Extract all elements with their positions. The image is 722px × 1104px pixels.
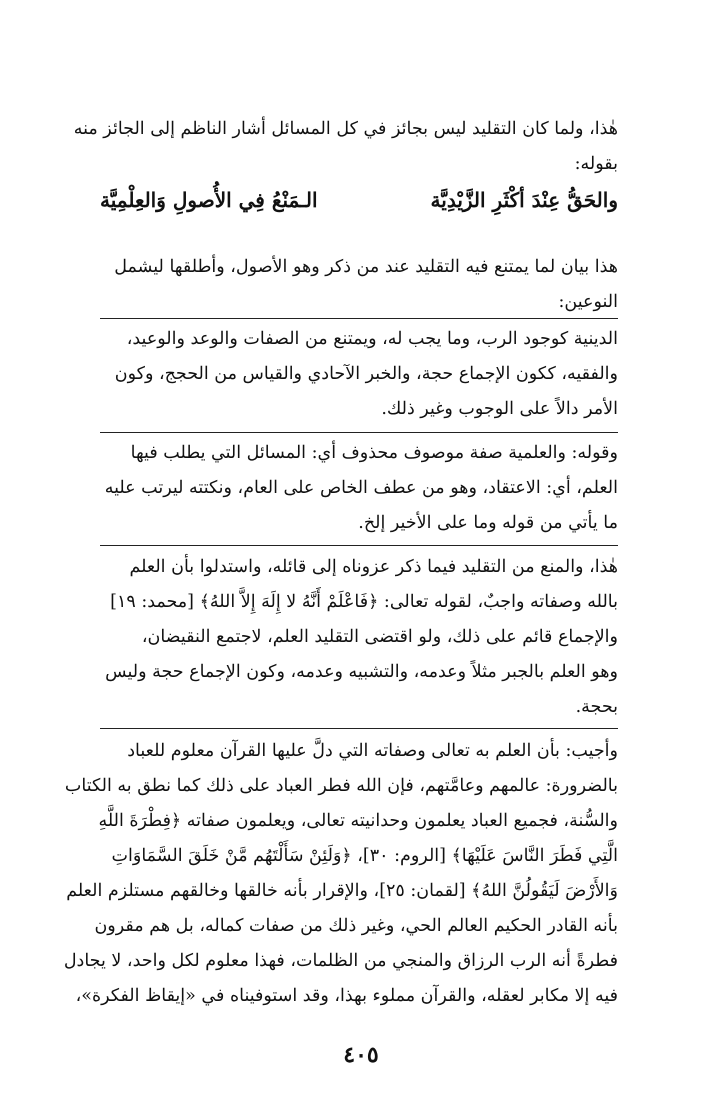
text-line: بالله وصفاته واجبٌ، لقوله تعالى: ﴿فَاعْلَمْ أَنَّهُ لا إِلَهَ إِلاَّ اللهُ﴾ [محمد: ١٩] <box>110 592 618 612</box>
text-line: هٰذا، ولما كان التقليد ليس بجائز في كل المسائل أشار الناظم إلى الجائز منه <box>73 119 618 139</box>
text-line: هٰذا، والمنع من التقليد فيما ذكر عزوناه إلى قائله، واستدلوا بأن العلم <box>129 557 618 577</box>
text-line: هذا بيان لما يمتنع فيه التقليد عند من ذكر وهو الأصول، وأطلقها ليشمل <box>114 257 618 277</box>
text-line: والسُّنة، فجميع العباد يعلمون وحدانيته تعالى، ويعلمون صفاته ﴿فِطْرَةَ اللَّهِ <box>98 811 618 831</box>
text-line: والإجماع قائم على ذلك، ولو اقتضى التقليد العلم، لاجتمع النقيضان، <box>141 627 618 647</box>
text-line: بحجة. <box>575 697 618 717</box>
text-line: الأمر دالاً على الوجوب وغير ذلك. <box>381 399 618 419</box>
text-line: الدينية كوجود الرب، وما يجب له، ويمتنع من الصفات والوعد والوعيد، <box>126 329 618 349</box>
paragraph-intro <box>73 112 618 182</box>
section-divider <box>100 728 618 729</box>
text-line: بقوله: <box>574 154 618 174</box>
text-line: الَّتِي فَطَرَ النَّاسَ عَلَيْهَا﴾ [الروم: ٣٠]، ﴿وَلَئِنْ سَأَلْتَهُم مَّنْ خَلَقَ السَّمَاوَاتِ <box>111 846 618 866</box>
verse-second-hemistich: الـمَنْعُ فِي الأُصولِ وَالعِلْمِيَّة <box>100 188 318 212</box>
poem-verse <box>100 188 618 228</box>
section-divider <box>100 318 618 319</box>
text-line: فيه إلا مكابر لعقله، والقرآن مملوء بهذا، وقد استوفيناه في «إيقاظ الفكرة»، <box>75 986 618 1006</box>
text-line: النوعين: <box>558 292 618 312</box>
section-divider <box>100 545 618 546</box>
text-line: فطرةً أنه الرب الرزاق والمنجي من الظلمات، فهذا معلوم لكل واحد، لا يجادل <box>63 951 618 971</box>
paragraph-types <box>100 322 618 427</box>
paragraph-explanation <box>100 250 618 320</box>
text-line: وقوله: والعلمية صفة موصوف محذوف أي: المسائل التي يطلب فيها <box>130 443 618 463</box>
text-line: وَالأَرْضَ لَيَقُولُنَّ اللهُ﴾ [لقمان: ٢٥]، والإقرار بأنه خالقها وخالقهم مستلزم العلم <box>66 881 618 901</box>
paragraph-answer <box>63 734 618 1014</box>
page-number: ٤٠٥ <box>343 1042 379 1068</box>
verse-first-hemistich: والحَقُّ عِنْدَ أكْثَرِ الزَّيْدِيَّة <box>430 188 618 212</box>
text-line: وأجيب: بأن العلم به تعالى وصفاته التي دلَّ عليها القرآن معلوم للعباد <box>127 741 618 761</box>
section-divider <box>100 432 618 433</box>
text-line: والفقيه، ككون الإجماع حجة، والخبر الآحادي والقياس من الحجج، وكون <box>114 364 618 384</box>
paragraph-scientific <box>100 436 618 541</box>
text-line: ما يأتي من قوله وما على الأخير إلخ. <box>358 513 618 533</box>
text-line: العلم، أي: الاعتقاد، وهو من عطف الخاص على العام، ونكتته ليرتب عليه <box>104 478 618 498</box>
paragraph-prohibition <box>100 550 618 725</box>
text-line: وهو العلم بالجبر مثلاً وعدمه، والتشبيه وعدمه، وكون الإجماع حجة وليس <box>105 662 618 682</box>
text-line: بالضرورة: عالمهم وعامَّتهم، فإن الله فطر العباد على ذلك كما نطق به الكتاب <box>64 776 618 796</box>
text-line: بأنه القادر الحكيم العالم الحي، وغير ذلك من صفات كماله، بل هم مقرون <box>94 916 618 936</box>
